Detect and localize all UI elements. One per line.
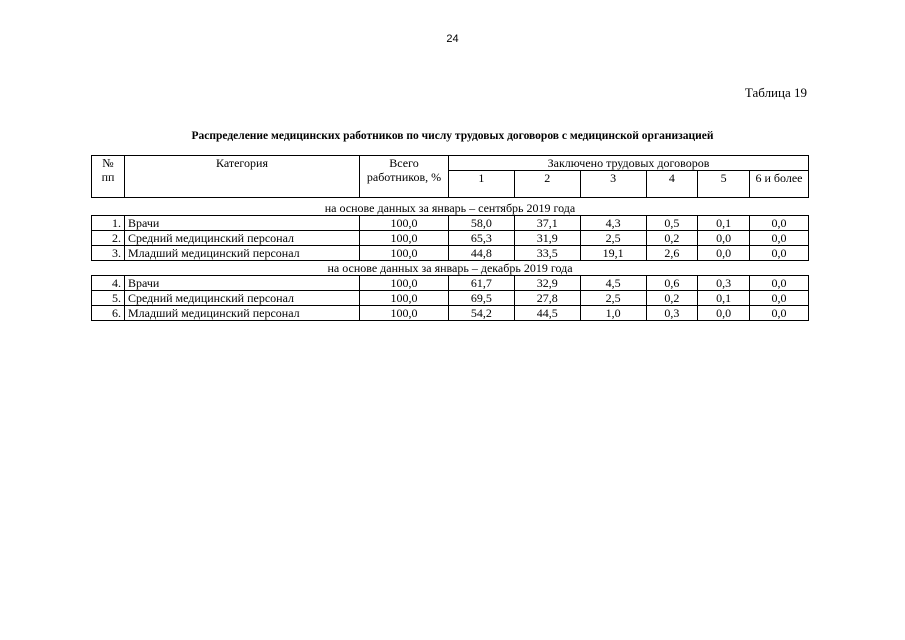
row-value: 4,5 xyxy=(580,276,646,291)
row-total: 100,0 xyxy=(360,231,449,246)
row-value: 69,5 xyxy=(449,291,515,306)
row-value: 0,1 xyxy=(698,216,750,231)
distribution-table xyxy=(91,155,809,321)
section-title: на основе данных за январь – сентябрь 2019 года xyxy=(92,198,809,216)
table-row xyxy=(92,231,809,246)
row-value: 2,5 xyxy=(580,291,646,306)
row-value: 27,8 xyxy=(514,291,580,306)
row-num: 5. xyxy=(92,291,125,306)
section-title: на основе данных за январь – декабрь 2019 года xyxy=(92,261,809,276)
row-num: 1. xyxy=(92,216,125,231)
row-value: 0,0 xyxy=(698,231,750,246)
header-contracts-1: 1 xyxy=(449,171,515,198)
row-num: 2. xyxy=(92,231,125,246)
row-value: 0,1 xyxy=(698,291,750,306)
table-row xyxy=(92,306,809,321)
row-category: Врачи xyxy=(125,276,360,291)
header-num-line2: пп xyxy=(101,170,115,184)
row-value: 37,1 xyxy=(514,216,580,231)
header-total-line1: Всего xyxy=(389,156,419,170)
row-category: Младший медицинский персонал xyxy=(125,306,360,321)
row-value: 44,5 xyxy=(514,306,580,321)
row-total: 100,0 xyxy=(360,276,449,291)
row-value: 0,0 xyxy=(750,306,809,321)
row-category: Средний медицинский персонал xyxy=(125,231,360,246)
row-value: 2,5 xyxy=(580,231,646,246)
row-value: 0,5 xyxy=(646,216,698,231)
header-contracts-3: 3 xyxy=(580,171,646,198)
header-contracts-2: 2 xyxy=(514,171,580,198)
header-category: Категория xyxy=(125,156,360,198)
row-value: 33,5 xyxy=(514,246,580,261)
row-value: 65,3 xyxy=(449,231,515,246)
row-value: 0,0 xyxy=(750,231,809,246)
table-row xyxy=(92,291,809,306)
row-category: Младший медицинский персонал xyxy=(125,246,360,261)
row-value: 32,9 xyxy=(514,276,580,291)
table-row xyxy=(92,216,809,231)
row-value: 0,0 xyxy=(750,276,809,291)
row-value: 0,3 xyxy=(646,306,698,321)
section-row-2 xyxy=(92,261,809,276)
row-total: 100,0 xyxy=(360,216,449,231)
row-value: 4,3 xyxy=(580,216,646,231)
header-num-line1: № xyxy=(102,156,114,170)
header-total-line2: работников, % xyxy=(366,170,442,184)
row-value: 0,0 xyxy=(698,246,750,261)
header-num xyxy=(92,156,125,198)
header-row xyxy=(92,156,809,171)
row-value: 31,9 xyxy=(514,231,580,246)
row-value: 0,2 xyxy=(646,291,698,306)
row-value: 0,6 xyxy=(646,276,698,291)
table-row xyxy=(92,276,809,291)
row-total: 100,0 xyxy=(360,306,449,321)
row-total: 100,0 xyxy=(360,246,449,261)
row-num: 4. xyxy=(92,276,125,291)
header-contracts-6: 6 и более xyxy=(750,171,809,198)
row-value: 61,7 xyxy=(449,276,515,291)
row-value: 0,0 xyxy=(750,291,809,306)
row-category: Средний медицинский персонал xyxy=(125,291,360,306)
row-value: 0,2 xyxy=(646,231,698,246)
page-number: 24 xyxy=(446,33,459,45)
row-value: 54,2 xyxy=(449,306,515,321)
row-value: 19,1 xyxy=(580,246,646,261)
row-value: 0,3 xyxy=(698,276,750,291)
row-num: 6. xyxy=(92,306,125,321)
table-row xyxy=(92,246,809,261)
row-num: 3. xyxy=(92,246,125,261)
row-value: 0,0 xyxy=(750,216,809,231)
row-value: 44,8 xyxy=(449,246,515,261)
header-total xyxy=(360,156,449,198)
table-label: Таблица 19 xyxy=(744,85,807,100)
row-total: 100,0 xyxy=(360,291,449,306)
header-contracts-5: 5 xyxy=(698,171,750,198)
row-value: 2,6 xyxy=(646,246,698,261)
row-category: Врачи xyxy=(125,216,360,231)
section-row-1 xyxy=(92,198,809,216)
row-value: 0,0 xyxy=(698,306,750,321)
header-contracts-group: Заключено трудовых договоров xyxy=(449,156,809,171)
row-value: 58,0 xyxy=(449,216,515,231)
row-value: 0,0 xyxy=(750,246,809,261)
table-title: Распределение медицинских работников по числу трудовых договоров с медицинской организацией xyxy=(191,130,714,142)
header-contracts-4: 4 xyxy=(646,171,698,198)
row-value: 1,0 xyxy=(580,306,646,321)
